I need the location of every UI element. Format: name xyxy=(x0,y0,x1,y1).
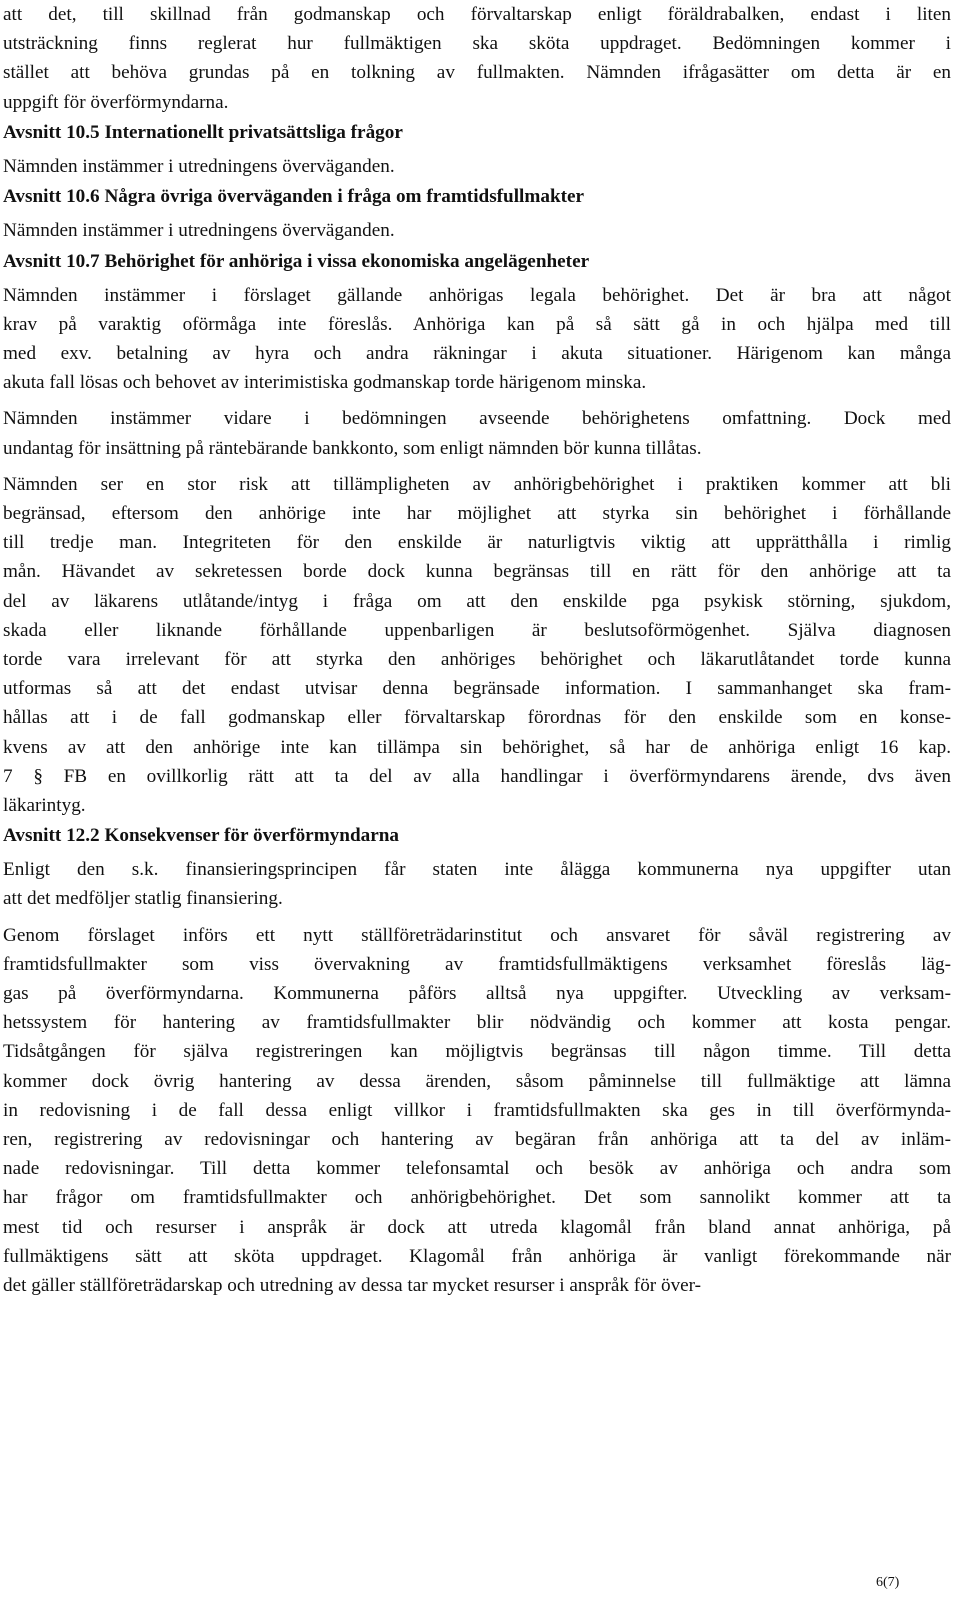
text-line: framtidsfullmakter som viss övervakning av framtidsfullmäktigens verksamhet föreslås läg- xyxy=(3,953,951,975)
text-line: undantag för insättning på räntebärande bankkonto, som enligt nämnden bör kunna tillåtas. xyxy=(3,437,702,459)
paragraph xyxy=(3,152,951,181)
text-line: 7 § FB en ovillkorlig rätt att ta del av alla handlingar i överförmyndarens ärende, dvs även xyxy=(3,765,951,787)
text-line: gas på överförmyndarna. Kommunerna påförs alltså nya uppgifter. Utveckling av verksam- xyxy=(3,983,951,1004)
paragraph xyxy=(3,921,951,1300)
text-line: ren, registrering av redovisningar och hantering av begäran från anhöriga att ta del av inläm- xyxy=(3,1128,951,1150)
text-line: Nämnden instämmer vidare i bedömningen avseende behörighetens omfattning. Dock med xyxy=(3,408,951,430)
text-line: med exv. betalning av hyra och andra räkningar i akuta situationer. Härigenom kan många xyxy=(3,343,951,365)
text-line: krav på varaktig oförmåga inte föreslås. Anhöriga kan på så sätt gå in och hjälpa med till xyxy=(3,313,951,335)
text-line: del av läkarens utlåtande/intyg i fråga om att den enskilde pga psykisk störning, sjukdom, xyxy=(3,590,951,612)
text-line: att det medföljer statlig finansiering. xyxy=(3,888,283,910)
text-line: Nämnden instämmer i utredningens överväganden. xyxy=(3,220,395,242)
paragraph xyxy=(3,0,951,117)
text-line: att det, till skillnad från godmanskap och förvaltarskap enligt föräldrabalken, endast i liten xyxy=(3,4,951,25)
text-line: in redovisning i de fall dessa enligt villkor i framtidsfullmakten ska ges in till överförmynda- xyxy=(3,1099,951,1121)
text-line: mån. Hävandet av sekretessen borde dock kunna begränsas till en rätt för den anhörige att ta xyxy=(3,561,951,583)
section-heading: Avsnitt 10.6 Några övriga överväganden i fråga om framtidsfullmakter xyxy=(3,186,585,208)
text-line: nade redovisningar. Till detta kommer telefonsamtal och besök av anhöriga och andra som xyxy=(3,1158,951,1180)
text-line: kommer dock övrig hantering av dessa ärenden, såsom påminnelse till fullmäktige att lämna xyxy=(3,1070,951,1092)
text-line: Nämnden ser en stor risk att tillämpligheten av anhörigbehörighet i praktiken kommer att bli xyxy=(3,473,951,495)
text-line: begränsad, eftersom den anhörige inte har möjlighet att styrka sin behörighet i förhållande xyxy=(3,503,951,524)
text-line: Enligt den s.k. finansieringsprincipen får staten inte ålägga kommunerna nya uppgifter utan xyxy=(3,859,951,881)
text-line: Genom förslaget införs ett nytt ställföreträdarinstitut och ansvaret för såväl registrering av xyxy=(3,924,951,946)
text-line: hållas att i de fall godmanskap eller förvaltarskap förordnas för den enskilde som en konse- xyxy=(3,707,951,729)
text-line: uppgift för överförmyndarna. xyxy=(3,91,229,113)
paragraph xyxy=(3,470,951,820)
text-line: det gäller ställföreträdarskap och utredning av dessa tar mycket resurser i anspråk för över- xyxy=(3,1274,702,1296)
section-heading: Avsnitt 12.2 Konsekvenser för överförmyndarna xyxy=(3,825,399,847)
text-line: kvens av att den anhörige inte kan tillämpa sin behörighet, så har de anhöriga enligt 16 kap. xyxy=(3,736,951,758)
text-line: torde vara irrelevant för att styrka den anhöriges behörighet och läkarutlåtandet torde kunna xyxy=(3,648,951,670)
paragraph xyxy=(3,216,951,245)
section-heading: Avsnitt 10.5 Internationellt privatsättsliga frågor xyxy=(3,121,403,143)
text-line: utformas så att det endast utvisar denna begränsade information. I sammanhanget ska fram- xyxy=(3,678,951,700)
text-line: till tredje man. Integriteten för den enskilde är naturligtvis viktig att upprätthålla i rimlig xyxy=(3,532,951,554)
document-body xyxy=(3,0,951,1307)
text-line: stället att behöva grundas på en tolkning av fullmakten. Nämnden ifrågasätter om detta är en xyxy=(3,62,951,84)
text-line: läkarintyg. xyxy=(3,794,86,816)
paragraph xyxy=(3,404,951,462)
text-line: skada eller liknande förhållande uppenbarligen är beslutsoförmögenhet. Själva diagnosen xyxy=(3,619,951,641)
text-line: Tidsåtgången för själva registreringen kan möjligtvis begränsas till någon timme. Till detta xyxy=(3,1041,951,1063)
text-line: Nämnden instämmer i förslaget gällande anhörigas legala behörighet. Det är bra att något xyxy=(3,284,951,306)
text-line: mest tid och resurser i anspråk är dock att utreda klagomål från bland annat anhöriga, på xyxy=(3,1216,951,1238)
text-line: utsträckning finns reglerat hur fullmäktigen ska sköta uppdraget. Bedömningen kommer i xyxy=(3,33,951,55)
section-heading: Avsnitt 10.7 Behörighet för anhöriga i vissa ekonomiska angelägenheter xyxy=(3,250,590,272)
text-line: hetssystem för hantering av framtidsfullmakter blir nödvändig och kommer att kosta pengar. xyxy=(3,1012,951,1034)
page-number: 6(7) xyxy=(876,1575,900,1590)
text-line: har frågor om framtidsfullmakter och anhörigbehörighet. Det som sannolikt kommer att ta xyxy=(3,1187,951,1209)
text-line: Nämnden instämmer i utredningens överväganden. xyxy=(3,155,395,177)
text-line: akuta fall lösas och behovet av interimistiska godmanskap torde härigenom minska. xyxy=(3,372,647,394)
paragraph xyxy=(3,281,951,398)
paragraph xyxy=(3,855,951,913)
text-line: fullmäktigens sätt att sköta uppdraget. Klagomål från anhöriga är vanligt förekommande när xyxy=(3,1245,951,1267)
